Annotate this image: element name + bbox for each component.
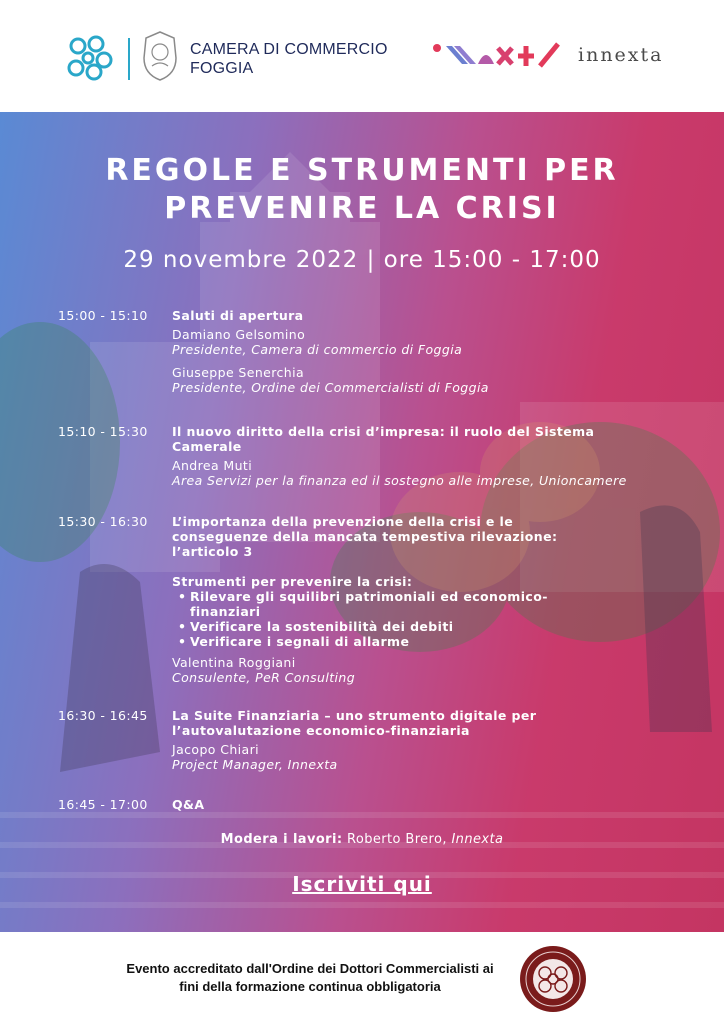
agenda-body — [172, 308, 672, 395]
innexta-wordmark: innexta — [578, 44, 664, 66]
moderator-line — [0, 832, 724, 847]
accreditation-line1: Evento accreditato dall'Ordine dei Dottori Commercialisti ai — [126, 961, 494, 976]
cc-name-line2: FOGGIA — [190, 60, 254, 77]
agenda-time: 15:30 - 16:30 — [58, 514, 148, 529]
agenda-title: La Suite Finanziaria – uno strumento digitale per l’autovalutazione economico-finanziaria — [172, 708, 537, 738]
accreditation-note — [100, 960, 520, 996]
bullet-item: • Verificare la sostenibilità dei debiti — [178, 619, 598, 634]
agenda-body — [172, 797, 672, 812]
speaker-role: Project Manager, Innexta — [172, 757, 338, 772]
camera-commercio-name — [190, 40, 388, 78]
speaker-name: Jacopo Chiari — [172, 742, 260, 757]
register-link[interactable]: Iscriviti qui — [292, 872, 432, 896]
agenda-title: Il nuovo diritto della crisi d’impresa: il ruolo del Sistema Camerale — [172, 424, 595, 454]
moderator-org: Innexta — [451, 832, 504, 847]
agenda-title: Saluti di apertura — [172, 308, 304, 323]
header — [0, 0, 724, 112]
agenda-time: 16:30 - 16:45 — [58, 708, 148, 723]
innexta-logo-mark-icon — [432, 40, 566, 70]
event-title — [0, 152, 724, 228]
agenda-body — [172, 514, 672, 685]
moderator-name: Roberto Brero, — [347, 832, 447, 847]
moderator-label: Modera i lavori: — [220, 832, 343, 847]
agenda-title: Q&A — [172, 797, 205, 812]
agenda-subtitle: Strumenti per prevenire la crisi: — [172, 574, 413, 589]
odc-seal-icon — [518, 944, 588, 1014]
hero-section — [0, 112, 724, 932]
foggia-seal-icon — [140, 30, 180, 82]
speaker-name: Giuseppe Senerchia — [172, 365, 305, 380]
agenda-time: 15:10 - 15:30 — [58, 424, 148, 439]
agenda-bullets — [178, 589, 598, 649]
agenda-time: 15:00 - 15:10 — [58, 308, 148, 323]
agenda-title: L’importanza della prevenzione della crisi e le conseguenze della mancata tempestiva rilevazione: l’articolo 3 — [172, 514, 558, 559]
footer — [0, 932, 724, 1024]
logo-divider — [128, 38, 130, 80]
agenda-body — [172, 708, 672, 772]
event-title-line2: PREVENIRE LA CRISI — [164, 191, 560, 226]
agenda-time: 16:45 - 17:00 — [58, 797, 148, 812]
speaker-role: Presidente, Camera di commercio di Foggia — [172, 342, 463, 357]
bullet-item: • Verificare i segnali di allarme — [178, 634, 598, 649]
speaker-name: Valentina Roggiani — [172, 655, 296, 670]
event-date: 29 novembre 2022 | ore 15:00 - 17:00 — [123, 247, 601, 273]
speaker-name: Damiano Gelsomino — [172, 327, 306, 342]
speaker-role: Consulente, PeR Consulting — [172, 670, 356, 685]
accreditation-line2: fini della formazione continua obbligatoria — [179, 979, 441, 994]
agenda-body — [172, 424, 672, 488]
bullet-item: • Rilevare gli squilibri patrimoniali ed economico-finanziari — [178, 589, 598, 619]
speaker-role: Presidente, Ordine dei Commercialisti di Foggia — [172, 380, 489, 395]
event-title-line1: REGOLE E STRUMENTI PER — [105, 153, 619, 188]
speaker-role: Area Servizi per la finanza ed il sostegno alle imprese, Unioncamere — [172, 473, 627, 488]
cc-name-line1: CAMERA DI COMMERCIO — [190, 41, 388, 58]
camera-commercio-logo-icon — [64, 34, 116, 82]
speaker-name: Andrea Muti — [172, 458, 253, 473]
